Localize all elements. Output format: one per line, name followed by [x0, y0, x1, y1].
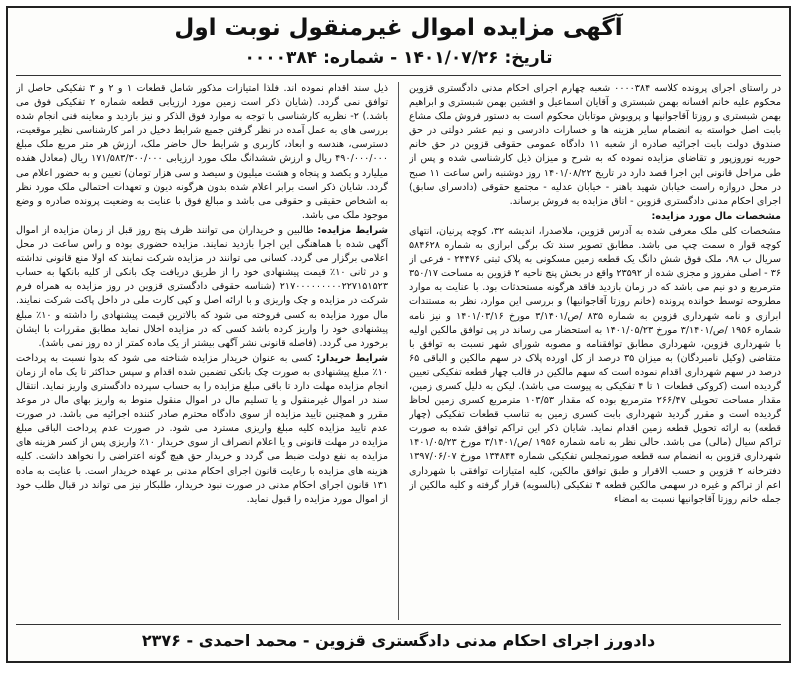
conditions-heading: شرایط مزایده:: [317, 224, 388, 236]
signature-line: دادورز اجرای احکام مدنی دادگستری قزوین - محمد احمدی - ۲۳۷۶: [16, 624, 781, 657]
notice-body: [16, 82, 781, 620]
buyer-paragraph: کسی به عنوان خریدار مزایده شناخته می شود که بدوا نسبت به پرداخت ۱۰٪ مبلغ پیشنهادی به صورت چک بانکی تضمین شده اقدام و سپس حداکثر تا یک ماه از زمان انجام مزایده مهلت دارد تا باقی مبلغ مزایده را به حساب سپرده دادگستری واریز نماید. انتقال سند در اموال غیرمنقول و یا تسلیم مال در اموال منقول منوط به واریز بهای مال در موعد مقرر و همچنین تایید مزایده از سوی دادگاه محترم صادر کننده اجرائیه می باشد. در صورت عدم تایید مزایده کلیه مبلغ واریزی مسترد می شود. در صورت عدم پرداخت الباقی مبلغ مزایده در مهلت قانونی و یا اعلام انصراف از سوی خریدار ۱۰٪ واریزی پس از کسر هزینه های مزایده به نفع دولت ضبط می گردد و خریدار حق هیچ گونه اعتراضی را نخواهد داشت. کلیه هزینه های مزایده با رعایت قانون اجرای احکام مدنی بر عهده خریدار است. با عنایت به ماده ۱۳۱ قانون اجرای احکام مدنی در صورت نبود خریدار، طلبکار نیز می تواند در قبال طلب خود از اموال مورد مزایده را قبول نماید.: [16, 352, 388, 505]
notice-header: [16, 8, 781, 76]
column-divider: [398, 82, 399, 620]
buyer-heading: شرایط خریدار:: [316, 352, 388, 364]
appraisal-paragraph: ذیل سند اقدام نموده اند. فلذا امتیازات مذکور شامل قطعات ۱ و ۲ و ۳ تفکیکی حاصل از توافق نمی گردد. (شایان ذکر است زمین مورد ارزیابی قطعه شماره ۲ تفکیکی فوق می باشد.) ۲- نظریه کارشناسی با توجه به موارد فوق الذکر و نیز بازدید و معاینه فنی انجام شده بررسی های به عمل آمده در نظر گرفتن جمیع شرایط دخیل در امر کارشناسی نظیر موقعیت، دسترسی، هندسه و ابعاد، کاربری و شرایط حال حاضر ملک، ارزش هر متر مربع ملک مبلغ ۴۹۰/۰۰۰/۰۰۰ ریال و ارزش ششدانگ ملک مورد ارزیابی ۱۷۱/۵۸۳/۳۰۰/۰۰۰ ریال (معادل هفده میلیارد و یکصد و پنجاه و هشت میلیون و سیصد و سی هزار تومان) تعیین و به حضور اعلام می گردد. شایان ذکر است برابر اعلام شده بدون هرگونه دیون و تعهدات احتمالی ملک مورد نظر به اشخاص حقیقی و حقوقی می باشد و مبالغ فوق با عنایت به وضعیت پرونده صادره و وضع موجود ملک می باشد.: [16, 83, 388, 221]
right-column: [409, 82, 781, 620]
left-column: [16, 82, 388, 620]
auction-notice: [6, 6, 791, 663]
notice-title: آگهی مزایده اموال غیرمنقول نوبت اول: [174, 15, 623, 41]
spec-heading: مشخصات مال مورد مزایده:: [651, 210, 781, 222]
spec-paragraph: مشخصات کلی ملک معرفی شده به آدرس قزوین، ملاصدرا، اندیشه ۳۲، کوچه پرنیان، انتهای کوچه قوار ه سمت چپ می باشد. مطابق تصویر سند تک برگی ابرازی به شماره ۵۸۴۶۲۸ سریال ب ۹۸، ملک فوق شش دانگ یک قطعه زمین مسکونی به پلاک ثبتی ۲۴۴۷۶ - فرعی از ۳۶ - اصلی مفروز و مجزی شده از ۲۳۵۹۲ واقع در بخش پنج ناحیه ۲ قزوین به مساحت ۳۵۰/۱۷ مترمربع و دو نیم می باشد که در زمان بازدید فاقد هرگونه مستحدثات بود. با عنایت به موارد مطروحه توسط خوانده پرونده (خانم روزتا آقاجوانیها) و بررسی این موارد، نظر به مستندات ابرازی و نامه شهرداری قزوین به شماره ۸۳۵ /ص/۳/۱۴۰۱ مورخ ۱۴۰۱/۰۳/۱۶ و نیز نامه شماره ۱۹۵۶ /ص/۳/۱۴۰۱ مورخ ۱۴۰۱/۰۵/۲۳ به استحضار می رساند در پی توافق مالکین اولیه با شهرداری قزوین، شهرداری مطابق توافقنامه و مصوبه شورای شهر نسبت به توافق با متقاضی (وکیل نامبردگان) به میزان ۳۵ درصد از کل اورده پلاک در سهم مالکین و الباقی ۶۵ درصد در سهم شهرداری اقدام نموده است که سهم مالکین در قالب چهار قطعه تفکیکی تعیین گردیده است (کروکی قطعات ۱ تا ۴ تفکیکی به پیوست می باشد). لیکن به دلیل کسری زمین، مقدار مساحت تحویلی ۲۶۶/۴۷ مترمربع بوده که مقدار ۱۰۳/۵۳ مترمربع کسری زمین لحاظ گردیده است و مقرر گردید شهرداری بابت کسری زمین به تناسب قطعات تفکیکی (چهار قطعه) به ارائه تحویل قطعه زمین اقدام نماید. شایان ذکر این تراکم توافق شده به صورت تراکم سیال (مالی) می باشد. حالی نظر به نامه شماره ۱۹۵۶ /ص/۳/۱۴۰۱ مورخ ۱۴۰۱/۰۵/۲۳ شهرداری قزوین به انضمام سه قطعه صورتمجلس تفکیکی شماره ۱۳۴۸۴۴ مورخ ۱۳۹۷/۰۶/۰۷ دفترخانه ۲ قزوین و حسب الاقرار و طبق توافق مالکین، کلیه امتیازات توافقی با شهرداری اعم از تراکم و غیره در سهمی مالکین قطعه ۴ تفکیکی (بالسویه) قرار گرفته و کلیه مالکین از جمله خانم روزتا آقاجوانیها نسبت به امضاء: [409, 225, 781, 505]
notice-date-number: تاریخ: ۱۴۰۱/۰۷/۲۶ - شماره: ۰۰۰۰۳۸۴: [244, 48, 553, 68]
intro-paragraph: در راستای اجرای پرونده کلاسه ۰۰۰۰۳۸۴ شعبه چهارم اجرای احکام مدنی دادگستری قزوین محکوم علیه خانم افسانه بهمن شبستری و آقایان اسماعیل و افشین بهمن شبستری و ابراهیم بهمن شبستری و روزتا آقاجوانیها و پرویوش موتابان محکوم است به دستور فروش ملک مشاع بابت اصل خواسته به انضمام سایر هزینه ها و خسارات دادرسی و نیم عشر دولتی در حق صندوق دولت بابت اجرائیه صادره از شعبه ۱۱ دادگاه عمومی حقوقی قزوین در حق خانم حوریه نوروزپور و تقاضای مزایده نموده که به شرح و میزان ذیل کارشناسی شده و پس از طی مراحل قانونی این اجرا قصد دارد در تاریخ ۱۴۰۱/۰۸/۲۲ روز دوشنبه راس ساعت ۱۱ صبح در محل دروازه راست خیابان شهید باهنر - خیابان عدلیه - مجتمع حقوقی (دادسرای سابق) اجرای احکام مدنی دادگستری قزوین - اتاق مزایده به فروش برساند.: [409, 83, 781, 207]
conditions-paragraph: طالبین و خریداران می توانند ظرف پنج روز قبل از زمان مزایده از اموال آگهی شده با هماهنگی این اجرا بازدید نمایند. مزایده حضوری بوده و راس ساعت در محل اعلامی برگزار می گردد. کسانی می توانند در مزایده شرکت نمایند که اولا منع قانونی نداشته و در ثانی ۱۰٪ قیمت پیشنهادی خود را از طریق دریافت چک بانکی از کلیه بانکها به حساب ۲۱۷۰۰۰۰۰۰۰۰۰۲۲۷۱۵۱۵۲۳ (شناسه حقوقی دادگستری قزوین در روز مزایده به همراه فرم شرکت در مزایده و چک واریزی و با ارائه اصل و کپی کارت ملی در داخل پاکت شرکت نمایند. مال مورد مزایده به کسی فروخته می شود که بالاترین قیمت پیشنهادی را داشته و ۱۰٪ مبلغ پیشنهادی خود را واریز کرده باشد کسی که در مزایده اخلال نماید مطابق مقررات با ایشان برخورد می گردد. (فاصله قانونی نشر آگهی بیشتر از یک ماده کمتر از ده روز نمی باشد).: [16, 224, 388, 349]
